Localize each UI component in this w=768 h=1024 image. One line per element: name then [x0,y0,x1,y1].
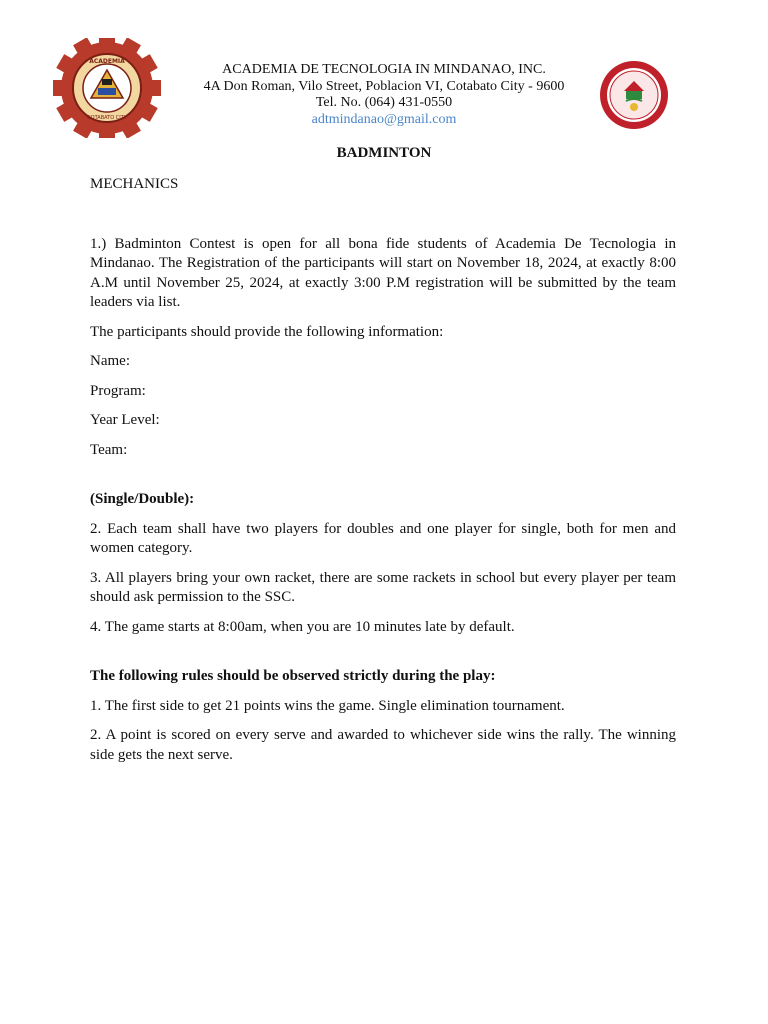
letterhead [0,62,768,128]
play-rule-2: 2. A point is scored on every serve and awarded to whichever side wins the rally. The winning side gets the next serve. [90,727,676,763]
field-team: Team: [90,441,128,458]
org-name: ACADEMIA DE TECNOLOGIA IN MINDANAO, INC. [222,62,546,77]
field-year-level: Year Level: [90,412,160,428]
play-rule-1: 1. The first side to get 21 points wins the game. Single elimination tournament. [90,697,565,714]
org-address: 4A Don Roman, Vilo Street, Poblacion VI, Cotabato City - 9600 [203,78,565,94]
svg-text:COTABATO CITY: COTABATO CITY [87,115,127,121]
document-title: BADMINTON [336,145,432,161]
rule-3: 3. All players bring your own racket, there are some rackets in school but every player per team should ask permission to the SSC. [90,569,676,605]
svg-text:ACADEMIA: ACADEMIA [89,58,125,65]
paragraph-registration: 1.) Badminton Contest is open for all bona fide students of Academia De Tecnologia in Mindanao. The Registration of the participants will start on November 18, 2024, at exactly 8:00 A.M until November 25, 2024, at exactly 3:00 P.M registration will be submitted by the team leaders via list. [90,235,676,310]
org-telephone: Tel. No. (064) 431-0550 [315,95,453,110]
field-program: Program: [90,382,146,399]
section-label: MECHANICS [90,176,179,192]
rule-4: 4. The game starts at 8:00am, when you are 10 minutes late by default. [90,618,515,635]
info-intro: The participants should provide the following information: [90,323,444,340]
rule-2: 2. Each team shall have two players for doubles and one player for single, both for men and women category. [90,520,676,556]
org-email-link[interactable]: adtmindanao@gmail.com [311,111,457,127]
play-rules-heading: The following rules should be observed strictly during the play: [90,668,496,684]
field-name: Name: [90,353,130,369]
single-double-heading: (Single/Double): [90,491,195,507]
document-body [90,175,676,775]
